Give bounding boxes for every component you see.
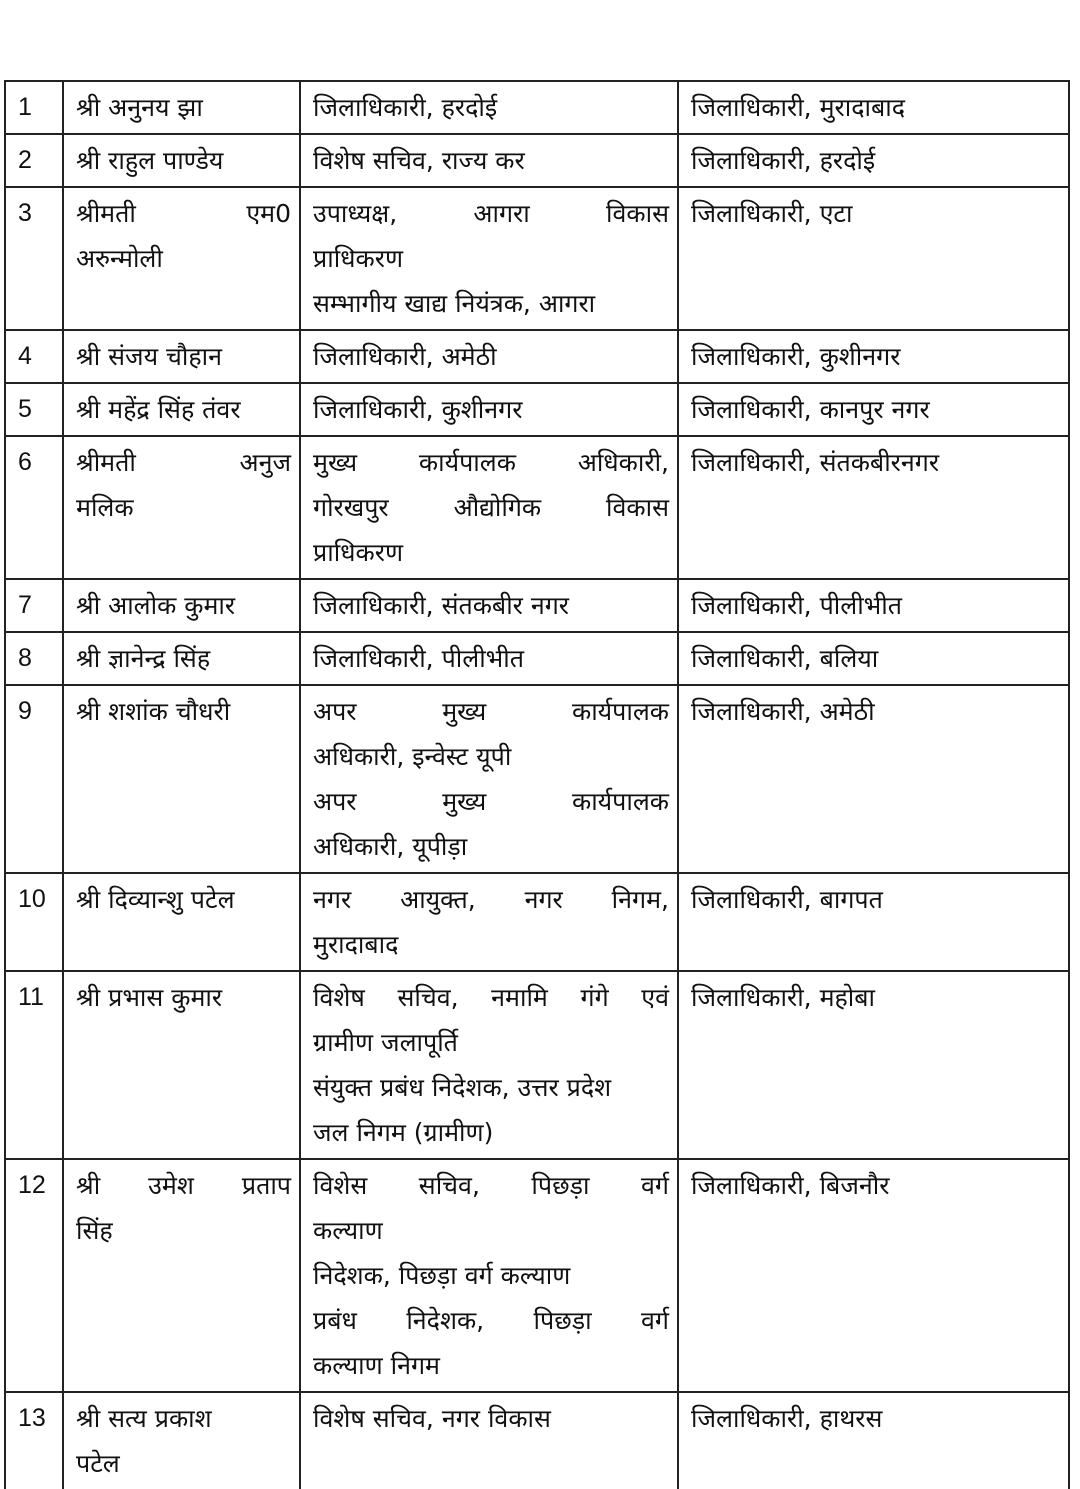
new-post-cell: जिलाधिकारी, कुशीनगर: [678, 330, 1069, 383]
new-post-cell: जिलाधिकारी, कानपुर नगर: [678, 383, 1069, 436]
current-post-line: विशेष सचिव, नगर विकास: [313, 1404, 551, 1433]
transfer-table-body: [5, 81, 1069, 1489]
current-post-line: अपर मुख्य कार्यपालक: [313, 787, 669, 816]
table-row: [5, 632, 1069, 685]
current-post-line: मुरादाबाद: [313, 930, 399, 959]
current-post-cell: [300, 81, 678, 134]
current-post-line: अपर मुख्य कार्यपालक: [313, 697, 669, 726]
serial-number-cell: 8: [5, 632, 63, 685]
current-post-line: विशेष सचिव, राज्य कर: [313, 146, 525, 175]
current-post-cell: [300, 579, 678, 632]
current-post-cell: [300, 134, 678, 187]
officer-name-line: श्री प्रभास कुमार: [76, 983, 223, 1012]
table-row: [5, 383, 1069, 436]
current-post-line: कल्याण: [313, 1216, 383, 1245]
table-row: [5, 1159, 1069, 1392]
current-post-line: विशेष सचिव, नमामि गंगे एवं: [313, 983, 669, 1012]
officer-name-line: मलिक: [76, 493, 134, 522]
current-post-line: जिलाधिकारी, पीलीभीत: [313, 644, 524, 673]
officer-name-line: श्री दिव्यान्शु पटेल: [76, 885, 235, 914]
current-post-line: जल निगम (ग्रामीण): [313, 1118, 494, 1147]
current-post-line: सम्भागीय खाद्य नियंत्रक, आगरा: [313, 289, 596, 318]
officer-name-cell: [63, 187, 300, 330]
table-row: [5, 134, 1069, 187]
current-post-line: संयुक्त प्रबंध निदेशक, उत्तर प्रदेश: [313, 1073, 612, 1102]
current-post-line: अधिकारी, यूपीड़ा: [313, 832, 468, 861]
officer-name-line: श्रीमती अनुज: [76, 448, 291, 477]
officer-name-cell: [63, 873, 300, 971]
current-post-cell: [300, 971, 678, 1159]
table-row: [5, 330, 1069, 383]
table-row: [5, 873, 1069, 971]
officer-name-line: श्री महेंद्र सिंह तंवर: [76, 395, 241, 424]
officer-name-line: सिंह: [76, 1216, 113, 1245]
officer-name-cell: [63, 1392, 300, 1489]
officer-name-cell: [63, 685, 300, 873]
serial-number-cell: 3: [5, 187, 63, 330]
officer-name-cell: [63, 383, 300, 436]
new-post-cell: जिलाधिकारी, बलिया: [678, 632, 1069, 685]
current-post-line: जिलाधिकारी, अमेठी: [313, 342, 497, 371]
current-post-line: गोरखपुर औद्योगिक विकास: [313, 493, 669, 522]
officer-name-line: श्री आलोक कुमार: [76, 591, 236, 620]
new-post-cell: जिलाधिकारी, बिजनौर: [678, 1159, 1069, 1392]
current-post-line: उपाध्यक्ष, आगरा विकास: [313, 199, 669, 228]
current-post-cell: [300, 632, 678, 685]
officer-name-line: पटेल: [76, 1449, 120, 1478]
officer-name-cell: [63, 1159, 300, 1392]
officer-name-cell: [63, 81, 300, 134]
transfer-table: [4, 80, 1070, 1489]
table-row: [5, 187, 1069, 330]
officer-name-line: श्री संजय चौहान: [76, 342, 222, 371]
officer-name-line: श्री राहुल पाण्डेय: [76, 146, 224, 175]
officer-name-line: श्रीमती एम0: [76, 199, 291, 228]
officer-name-cell: [63, 330, 300, 383]
current-post-line: जिलाधिकारी, हरदोई: [313, 93, 498, 122]
officer-name-cell: [63, 134, 300, 187]
officer-name-line: श्री शशांक चौधरी: [76, 697, 231, 726]
table-row: [5, 81, 1069, 134]
current-post-line: कल्याण निगम: [313, 1351, 440, 1380]
current-post-line: जिलाधिकारी, कुशीनगर: [313, 395, 523, 424]
officer-name-line: श्री अनुनय झा: [76, 93, 203, 122]
new-post-cell: जिलाधिकारी, बागपत: [678, 873, 1069, 971]
officer-name-line: श्री सत्य प्रकाश: [76, 1404, 212, 1433]
new-post-cell: जिलाधिकारी, मुरादाबाद: [678, 81, 1069, 134]
serial-number-cell: 10: [5, 873, 63, 971]
current-post-line: अधिकारी, इन्वेस्ट यूपी: [313, 742, 512, 771]
current-post-cell: [300, 873, 678, 971]
serial-number-cell: 11: [5, 971, 63, 1159]
table-row: [5, 579, 1069, 632]
new-post-cell: जिलाधिकारी, महोबा: [678, 971, 1069, 1159]
serial-number-cell: 4: [5, 330, 63, 383]
current-post-line: नगर आयुक्त, नगर निगम,: [313, 885, 669, 914]
officer-name-line: अरुन्मोली: [76, 244, 163, 273]
table-row: [5, 1392, 1069, 1489]
serial-number-cell: 5: [5, 383, 63, 436]
current-post-line: प्राधिकरण: [313, 244, 404, 273]
new-post-cell: जिलाधिकारी, संतकबीरनगर: [678, 436, 1069, 579]
officer-name-cell: [63, 579, 300, 632]
current-post-cell: [300, 383, 678, 436]
serial-number-cell: 1: [5, 81, 63, 134]
serial-number-cell: 7: [5, 579, 63, 632]
officer-name-line: श्री ज्ञानेन्द्र सिंह: [76, 644, 211, 673]
current-post-cell: [300, 685, 678, 873]
serial-number-cell: 6: [5, 436, 63, 579]
new-post-cell: जिलाधिकारी, हाथरस: [678, 1392, 1069, 1489]
table-row: [5, 436, 1069, 579]
table-row: [5, 971, 1069, 1159]
current-post-line: ग्रामीण जलापूर्ति: [313, 1028, 458, 1057]
serial-number-cell: 13: [5, 1392, 63, 1489]
current-post-cell: [300, 436, 678, 579]
current-post-cell: [300, 1392, 678, 1489]
officer-name-cell: [63, 436, 300, 579]
new-post-cell: जिलाधिकारी, पीलीभीत: [678, 579, 1069, 632]
current-post-cell: [300, 1159, 678, 1392]
serial-number-cell: 2: [5, 134, 63, 187]
current-post-line: मुख्य कार्यपालक अधिकारी,: [313, 448, 669, 477]
current-post-line: जिलाधिकारी, संतकबीर नगर: [313, 591, 570, 620]
current-post-cell: [300, 187, 678, 330]
current-post-line: निदेशक, पिछड़ा वर्ग कल्याण: [313, 1261, 571, 1290]
serial-number-cell: 9: [5, 685, 63, 873]
current-post-cell: [300, 330, 678, 383]
current-post-line: प्रबंध निदेशक, पिछड़ा वर्ग: [313, 1306, 669, 1335]
new-post-cell: जिलाधिकारी, हरदोई: [678, 134, 1069, 187]
officer-name-line: श्री उमेश प्रताप: [76, 1171, 291, 1200]
officer-name-cell: [63, 632, 300, 685]
serial-number-cell: 12: [5, 1159, 63, 1392]
table-row: [5, 685, 1069, 873]
new-post-cell: जिलाधिकारी, एटा: [678, 187, 1069, 330]
current-post-line: विशेस सचिव, पिछड़ा वर्ग: [313, 1171, 669, 1200]
new-post-cell: जिलाधिकारी, अमेठी: [678, 685, 1069, 873]
current-post-line: प्राधिकरण: [313, 538, 404, 567]
officer-name-cell: [63, 971, 300, 1159]
